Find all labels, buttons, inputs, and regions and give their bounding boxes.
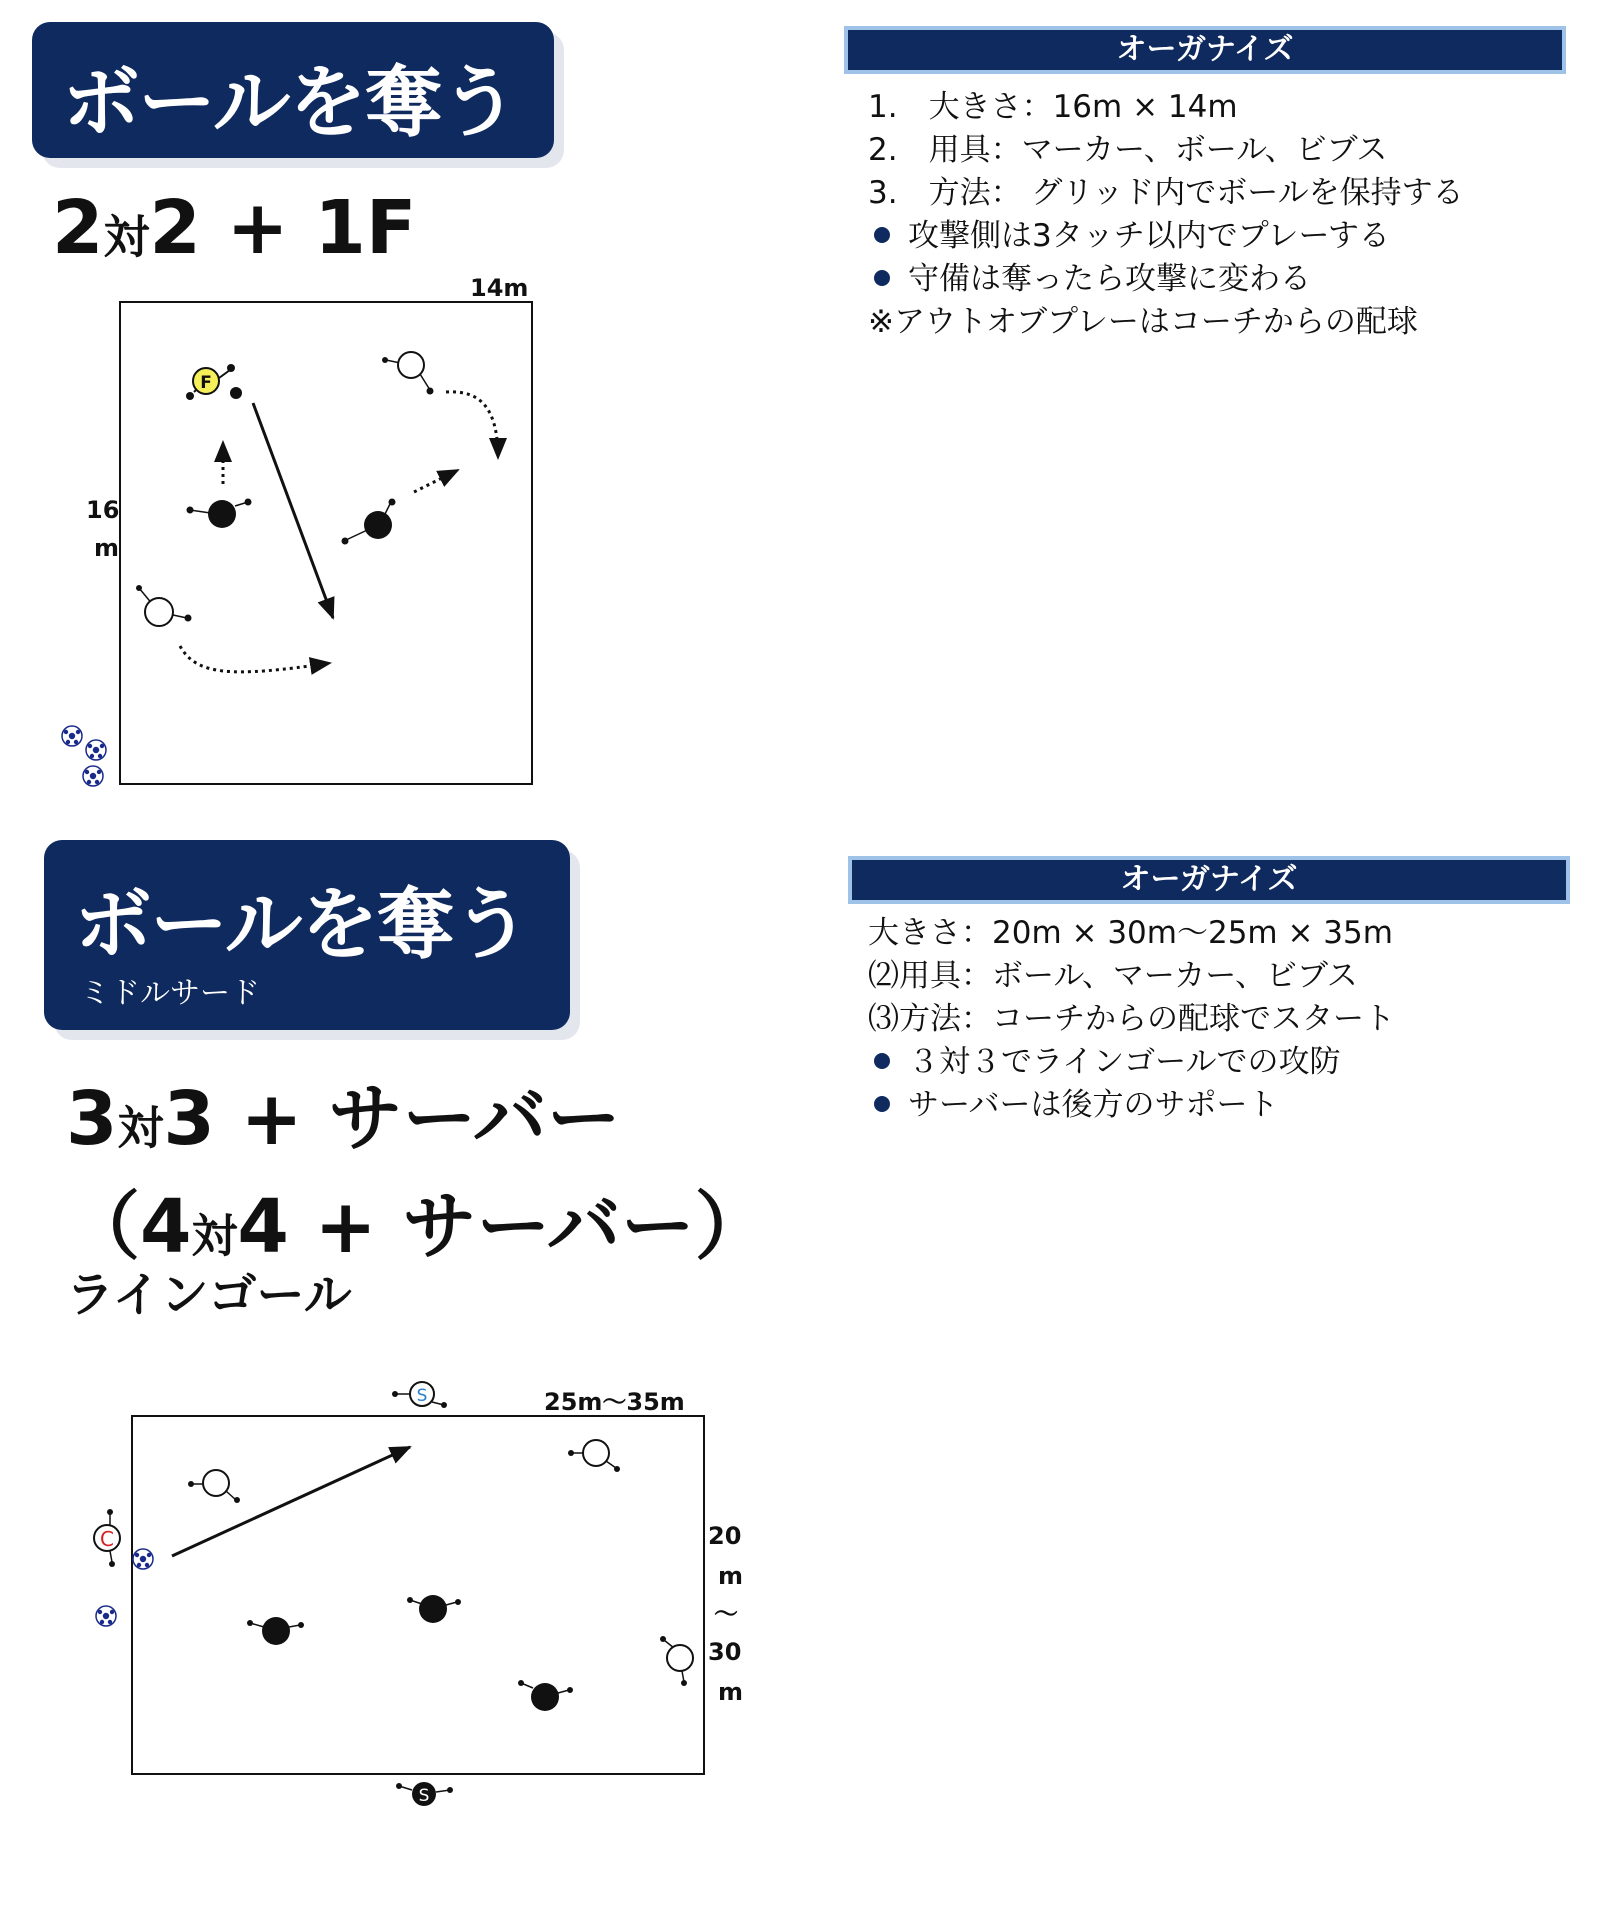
list-item: 3. 方法： グリッド内でボールを保持する [868, 175, 1464, 211]
field-2-width-label: 25m～35m [544, 1388, 685, 1416]
field-2-height-label: ～ [714, 1600, 738, 1628]
list-item: 攻撃側は3タッチ以内でプレーする [868, 215, 1464, 258]
server-label: S [416, 1386, 428, 1406]
server-player-top [392, 1382, 447, 1408]
ball-icon [86, 740, 106, 760]
field-1-height-unit: m [94, 534, 120, 562]
server-label: S [418, 1786, 430, 1806]
section1-title: ボールを奪う [62, 58, 517, 148]
ball-icon [62, 726, 82, 746]
field-1-height-label: 16 [86, 496, 120, 524]
freeman-label: F [200, 373, 212, 393]
list-item: 大きさ：20m × 30m～25m × 35m [868, 915, 1393, 951]
section2-heading-1: 3対3 + サーバー [66, 1076, 621, 1162]
list-item: 2. 用具：マーカー、ボール、ビブス [868, 132, 1388, 168]
section2-subtitle: ミドルサード [80, 976, 260, 1011]
server-player-bottom [396, 1782, 453, 1806]
list-item: 守備は奪ったら攻撃に変わる [868, 258, 1464, 301]
list-item: ３対３でラインゴールでの攻防 [868, 1041, 1395, 1084]
field-2-height-label: m [718, 1678, 744, 1706]
field-1-boundary [120, 302, 532, 784]
section2-title: ボールを奪う [74, 880, 529, 970]
list-item: 1. 大きさ：16m × 14m [868, 89, 1238, 125]
section2-heading-2: （4対4 + サーバー） [66, 1184, 769, 1270]
field-2 [94, 1382, 743, 1806]
ball-icon [96, 1606, 116, 1626]
list-item: ⑵用具：ボール、マーカー、ビブス [868, 958, 1358, 994]
field-2-height-label: 20 [708, 1522, 742, 1550]
list-item: ※アウトオブプレーはコーチからの配球 [868, 304, 1418, 340]
field-1-width-label: 14m [470, 274, 529, 302]
ball-icon [83, 766, 103, 786]
coach-label: C [100, 1527, 114, 1551]
list-item: サーバーは後方のサポート [868, 1084, 1395, 1127]
field-2-height-label: 30 [708, 1638, 742, 1666]
field-2-height-label: m [718, 1562, 744, 1590]
ball-icon [133, 1549, 153, 1569]
section1-heading: 2対2 + 1F [52, 185, 417, 271]
field-1 [62, 274, 532, 786]
section2-heading-3: ラインゴール [66, 1267, 352, 1323]
section2-organize-header: オーガナイズ [848, 856, 1570, 904]
section1-organize-header: オーガナイズ [844, 26, 1566, 74]
list-item: ⑶方法：コーチからの配球でスタート [868, 1001, 1395, 1037]
coach [94, 1509, 120, 1567]
